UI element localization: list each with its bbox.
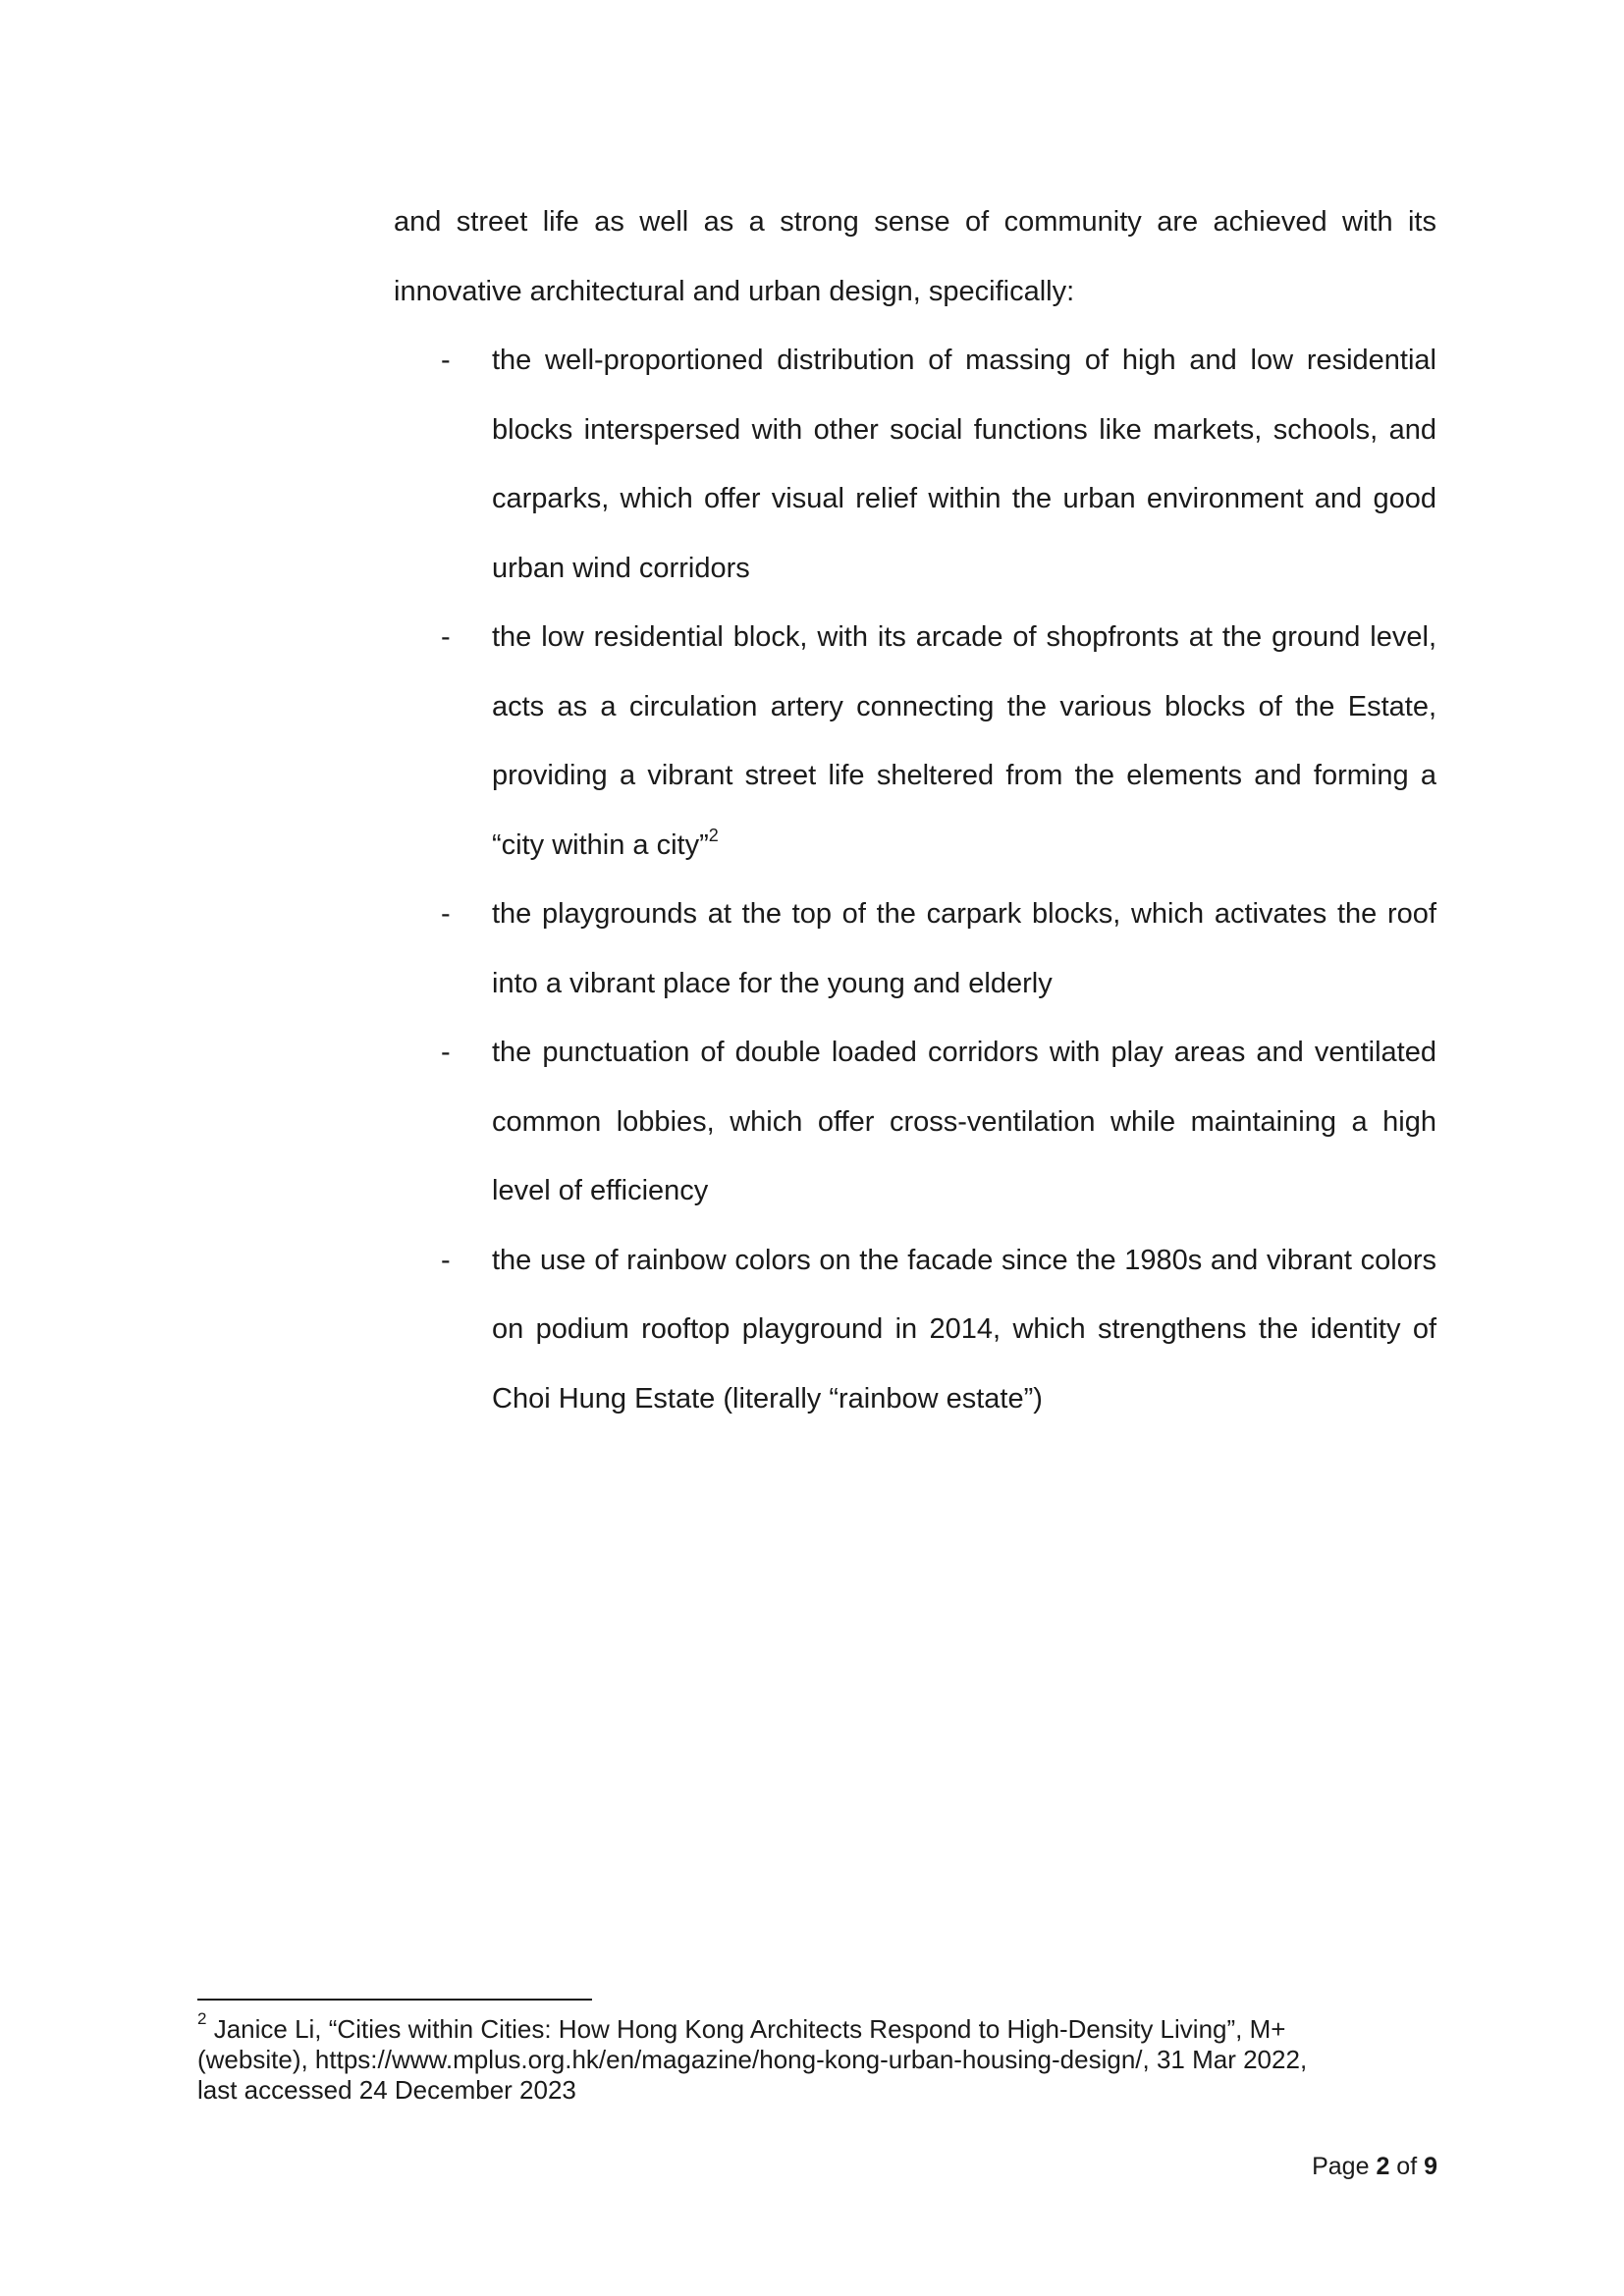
list-item-text: the low residential block, with its arcade of shopfronts at the ground level, acts as a circulation artery connecting the various blocks of the Estate, providing a vibrant street life sheltered from the elements and forming a “city within a city” <box>492 621 1436 861</box>
bullet-dash: - <box>441 621 451 653</box>
footnote-reference[interactable]: 2 <box>708 825 719 845</box>
list-item-text: the punctuation of double loaded corridors with play areas and ventilated common lobbies, which offer cross-ventilation while maintaining a high level of efficiency <box>492 1037 1436 1206</box>
footnote-separator <box>197 1999 592 2001</box>
design-features-list <box>394 326 1436 1433</box>
page-number-prefix: Page <box>1312 2153 1377 2180</box>
list-item-text: the playgrounds at the top of the carpark blocks, which activates the roof into a vibrant place for the young and elderly <box>492 898 1436 999</box>
page-number-separator: of <box>1389 2153 1425 2180</box>
intro-paragraph: and street life as well as a strong sense of community are achieved with its innovative architectural and urban design, specifically: <box>394 206 1436 307</box>
bullet-dash: - <box>441 1244 451 1276</box>
bullet-dash: - <box>441 898 451 930</box>
list-item <box>394 1226 1436 1434</box>
list-item <box>394 880 1436 1018</box>
list-item <box>394 1018 1436 1226</box>
list-item <box>394 326 1436 603</box>
footnote-text: Janice Li, “Cities within Cities: How Hong Kong Architects Respond to High-Density Living”, M+ <box>206 2014 1286 2044</box>
list-item <box>394 603 1436 880</box>
footnote-number: 2 <box>197 2009 207 2029</box>
footnote <box>197 2009 1425 2106</box>
footnote-line <box>197 2009 1425 2045</box>
footnote-line: last accessed 24 December 2023 <box>197 2075 576 2105</box>
footnote-line[interactable]: (website), https://www.mplus.org.hk/en/magazine/hong-kong-urban-housing-design/, 31 Mar 2022, <box>197 2045 1308 2074</box>
list-item-text: the well-proportioned distribution of massing of high and low residential blocks interspersed with other social functions like markets, schools, and carparks, which offer visual relief within the urban environment and good urban wind corridors <box>492 345 1436 584</box>
bullet-dash: - <box>441 1037 451 1068</box>
page-number <box>1312 2152 1437 2181</box>
current-page: 2 <box>1376 2153 1390 2180</box>
body-text <box>394 187 1436 1433</box>
total-pages: 9 <box>1424 2153 1437 2180</box>
list-item-text: the use of rainbow colors on the facade since the 1980s and vibrant colors on podium rooftop playground in 2014, which strengthens the identity of Choi Hung Estate (literally “rainbow estate”) <box>492 1244 1436 1415</box>
bullet-dash: - <box>441 345 451 376</box>
